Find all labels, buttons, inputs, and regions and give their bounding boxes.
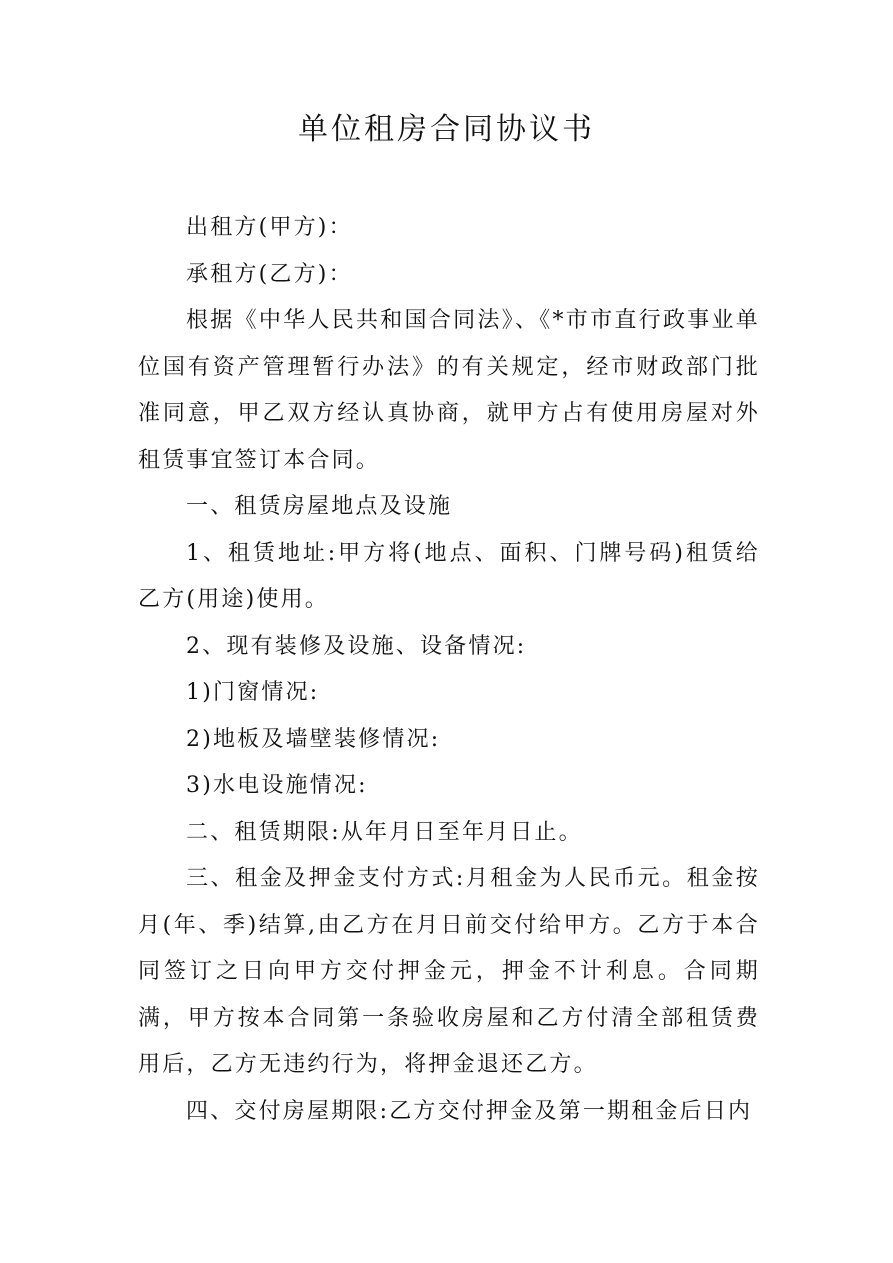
item-water-electric: 3)水电设施情况: xyxy=(186,773,368,798)
section-2-term: 二、租赁期限:从年月日至年月日止。 xyxy=(186,819,583,845)
section-1-heading: 一、租赁房屋地点及设施 xyxy=(186,494,453,519)
item-doors-windows: 1)门窗情况: xyxy=(186,680,320,705)
item-floor-walls: 2)地板及墙壁装修情况: xyxy=(186,726,441,752)
lessee-line: 承租方(乙方)： xyxy=(186,261,353,287)
clause-1-2-facilities: 2、现有装修及设施、设备情况: xyxy=(186,633,527,659)
lessor-line: 出租方(甲方)： xyxy=(186,215,353,240)
clause-1-1-address: 1、租赁地址:甲方将(地点、面积、门牌号码)租赁给乙方(用途)使用。 xyxy=(138,540,760,612)
preamble-paragraph: 根据《中华人民共和国合同法》、《*市市直行政事业单位国有资产管理暂行办法》的有关规定，经市财政部门批准同意，甲乙双方经认真协商，就甲方占有使用房屋对外租赁事宜签订本合同。 xyxy=(138,308,760,473)
document-body xyxy=(138,205,760,1135)
document-title: 单位租房合同协议书 xyxy=(298,112,595,147)
section-3-rent-deposit: 三、租金及押金支付方式:月租金为人民币元。租金按月(年、季)结算,由乙方在月日前交付给甲方。乙方于本合同签订之日向甲方交付押金元，押金不计利息。合同期满，甲方按本合同第一条验收房屋和乙方付清全部租赁费用后，乙方无违约行为，将押金退还乙方。 xyxy=(138,866,760,1077)
section-4-delivery: 四、交付房屋期限:乙方交付押金及第一期租金后日内 xyxy=(186,1098,753,1124)
